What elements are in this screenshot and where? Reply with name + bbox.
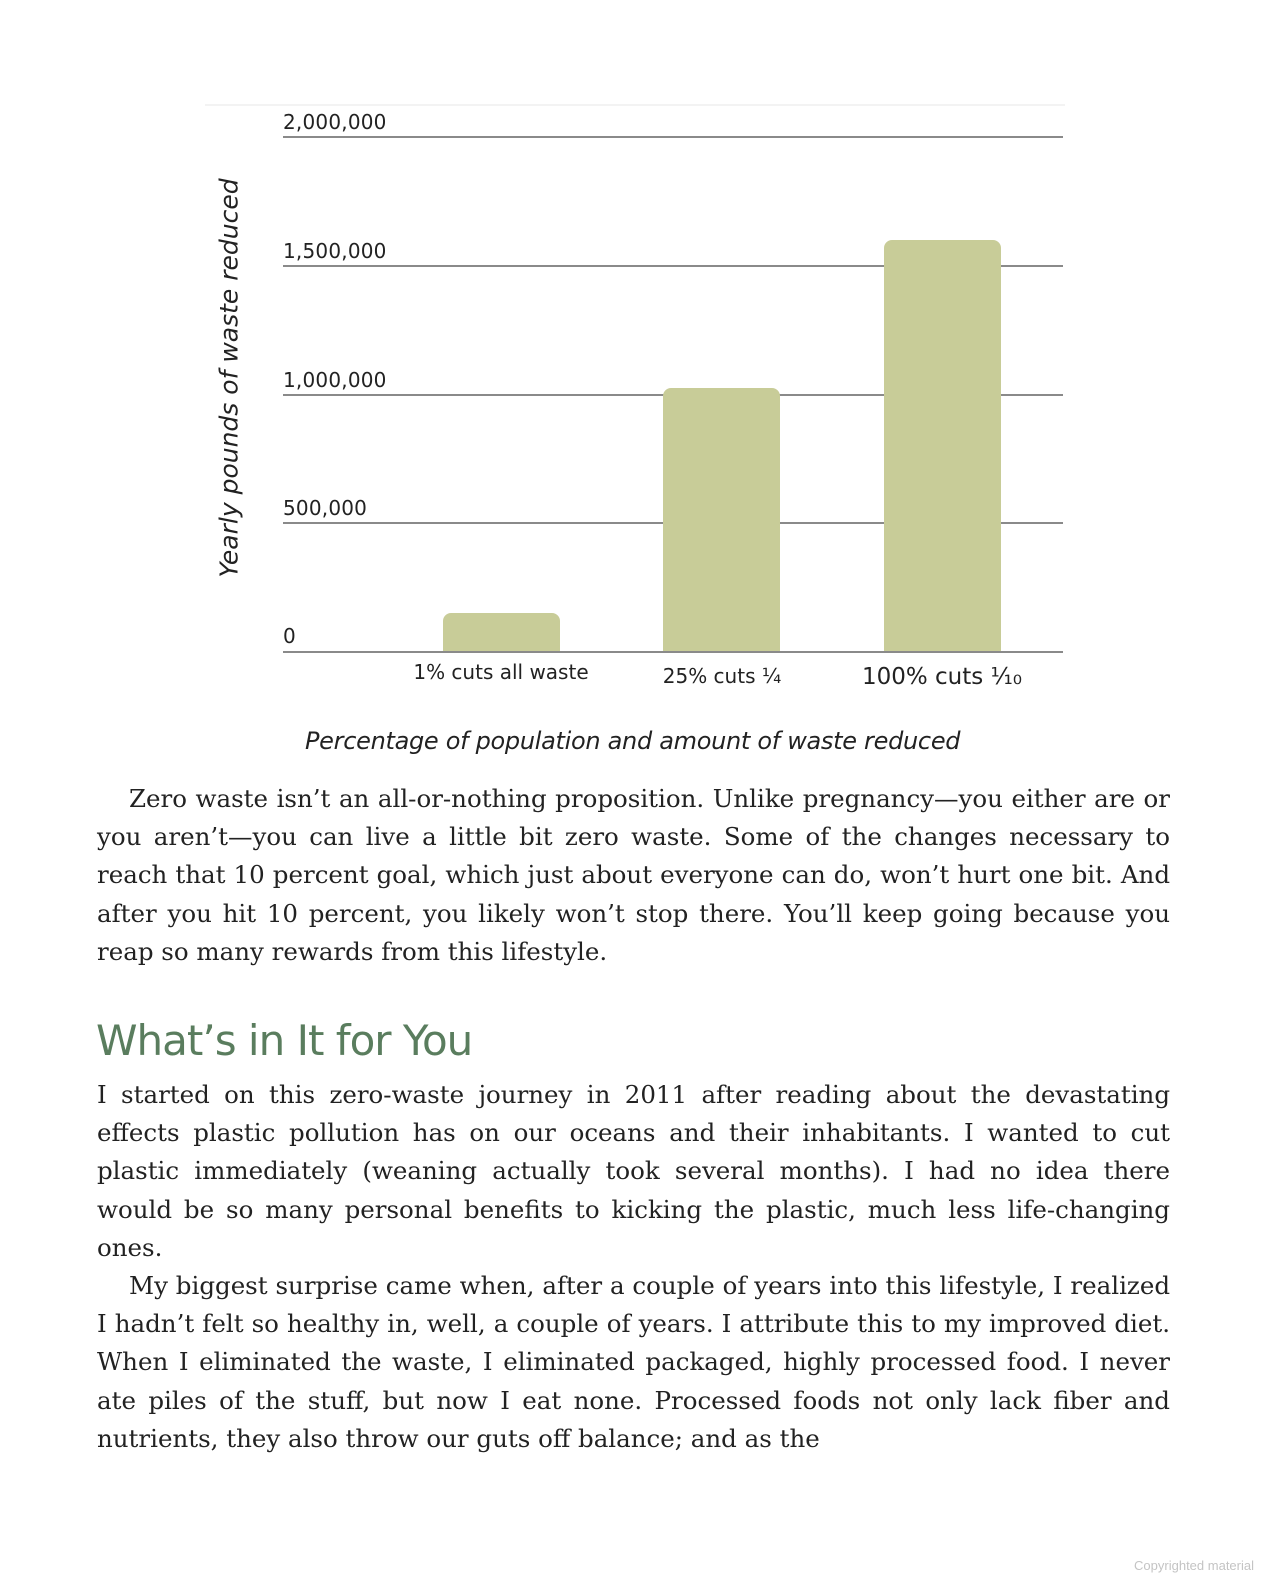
paragraph-intro: [97, 780, 1170, 971]
x-tick-1-percent: 1% cuts all waste: [413, 660, 589, 684]
x-tick-25-percent: 25% cuts ¼: [662, 664, 782, 688]
chart-top-border: [205, 104, 1065, 106]
section-body: [97, 1076, 1170, 1458]
paragraph-3: My biggest surprise came when, after a couple of years into this lifestyle, I realized I hadn’t felt so healthy in, well, a couple of years. I attribute this to my improved diet. When I eliminated the waste, I eliminated packaged, highly processed food. I never ate piles of the stuff, but now I eat none. Processed foods not only lack fiber and nutrients, they also throw our guts off balance; and as the: [97, 1271, 1170, 1453]
x-axis-label: Percentage of population and amount of waste reduced: [305, 727, 961, 755]
y-axis-label: Yearly pounds of waste reduced: [214, 178, 244, 578]
bar-25-percent: [663, 388, 780, 652]
y-tick-1500000: 1,500,000: [283, 239, 387, 263]
x-axis-baseline: [283, 651, 1063, 653]
y-tick-2000000: 2,000,000: [283, 110, 387, 134]
gridline-2000000: [283, 136, 1063, 138]
copyright-notice: Copyrighted material: [1134, 1558, 1254, 1573]
y-tick-0: 0: [283, 624, 296, 648]
paragraph-1: Zero waste isn’t an all-or-nothing proposition. Unlike pregnancy—you either are or you aren’t—you can live a little bit zero waste. Some of the changes necessary to reach that 10 percent goal, which just about everyone can do, won’t hurt one bit. And after you hit 10 percent, you likely won’t stop there. You’ll keep going because you reap so many rewards from this lifestyle.: [97, 784, 1170, 966]
x-tick-100-percent: 100% cuts ⅒: [861, 664, 1023, 690]
section-heading: What’s in It for You: [96, 1016, 473, 1065]
y-tick-1000000: 1,000,000: [283, 368, 387, 392]
bar-chart: [0, 0, 1280, 770]
bar-1-percent: [443, 613, 560, 652]
y-tick-500000: 500,000: [283, 496, 368, 520]
paragraph-2: I started on this zero-waste journey in 2011 after reading about the devastating effects plastic pollution has on our oceans and their inhabitants. I wanted to cut plastic immediately (weaning actually took several months). I had no idea there would be so many personal benefits to kicking the plastic, much less life-changing ones.: [97, 1080, 1170, 1262]
bar-100-percent: [884, 240, 1001, 652]
